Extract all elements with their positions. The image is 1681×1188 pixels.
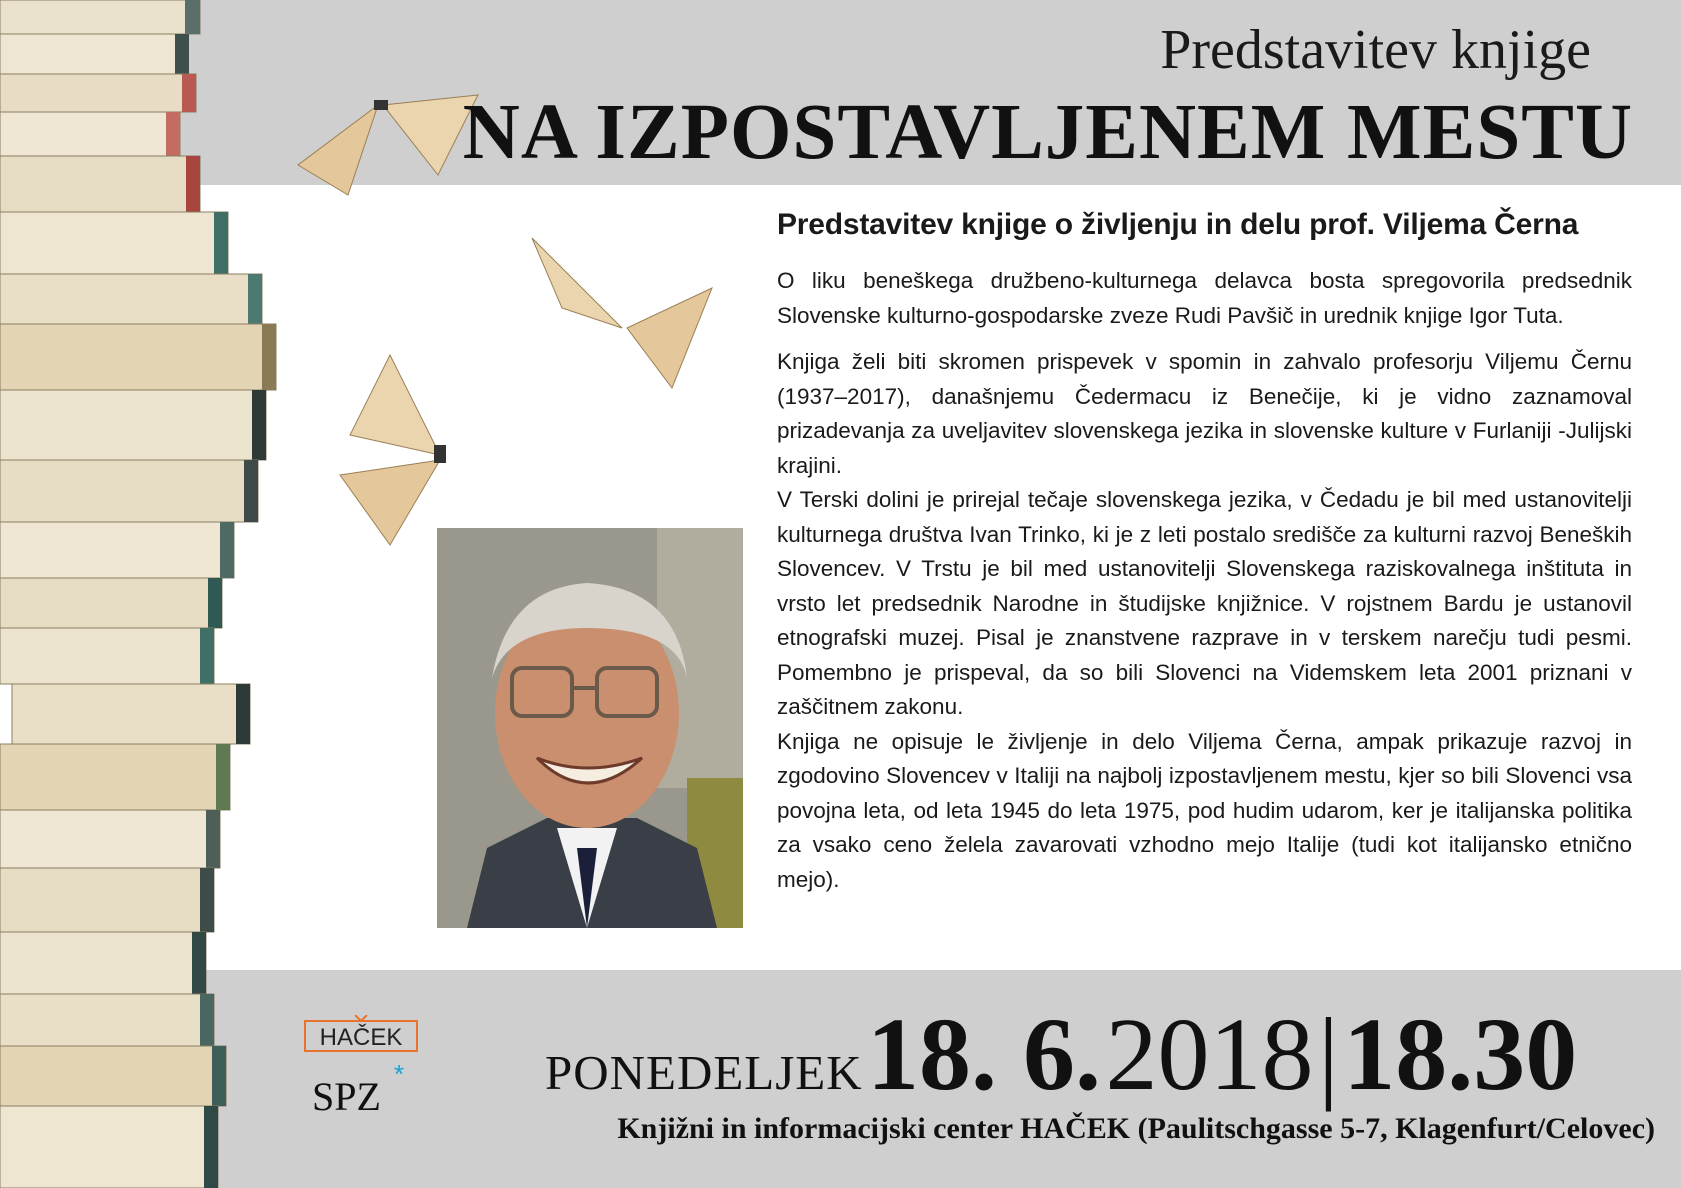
paragraph: Knjiga ne opisuje le življenje in delo Viljema Černa, ampak prikazuje razvoj in zgodovino Slovencev v Italiji na najbolj izpostavljenem mestu, kjer so bili Slovenci vsa povojna leta, od leta 1945 do leta 1975, pod hudim udarom, ker je italijanska politika za vsako ceno želela zavarovati vzhodno mejo Italije (tudi kot italijansko etnično mejo). bbox=[777, 728, 1632, 892]
book-stack-graphic bbox=[0, 0, 276, 1188]
event-date-line bbox=[545, 995, 1577, 1114]
event-venue: Knjižni in informacijski center HAČEK (Paulitschgasse 5-7, Klagenfurt/Celovec) bbox=[617, 1112, 1655, 1145]
spz-logo-text: SPZ bbox=[312, 1074, 381, 1119]
hacek-logo bbox=[303, 1015, 419, 1055]
flying-book-illustration bbox=[522, 218, 722, 398]
article-heading: Predstavitev knjige o življenju in delu prof. Viljema Černa bbox=[777, 208, 1579, 241]
page-title: NA IZPOSTAVLJENEM MESTU bbox=[462, 89, 1633, 176]
flying-book-illustration bbox=[288, 55, 488, 205]
paragraph: O liku beneškega družbeno-kulturnega delavca bosta spregovorila predsednik Slovenske kulturno-gospodarske zveze Rudi Pavšič in urednik knjige Igor Tuta. bbox=[777, 268, 1632, 328]
event-date: 18. 6. bbox=[867, 997, 1102, 1112]
event-day: PONEDELJEK bbox=[545, 1045, 863, 1100]
flying-book-illustration bbox=[330, 345, 510, 555]
hacek-logo-text: HAČEK bbox=[319, 1024, 403, 1051]
spz-logo bbox=[312, 1065, 412, 1125]
article-body bbox=[777, 208, 1632, 909]
paragraph: Knjiga želi biti skromen prispevek v spomin in zahvalo profesorju Viljemu Černu (1937–2017), današnjemu Čedermacu iz Benečije, ki je vidno zaznamoval prizadevanja za uveljavitev slovenskega jezika in slovenske kulture v Furlaniji -Julijski krajini. bbox=[777, 349, 1632, 478]
asterisk-icon: * bbox=[394, 1065, 405, 1089]
portrait-photo bbox=[437, 528, 743, 928]
event-time: 18.30 bbox=[1343, 997, 1578, 1112]
subtitle: Predstavitev knjige bbox=[1160, 19, 1591, 81]
paragraph: V Terski dolini je prirejal tečaje slovenskega jezika, v Čedadu je bil med ustanovitelji kulturnega društva Ivan Trinko, ki je z leti postalo središče za kulturni razvoj Beneških Slovencev. V Trstu je bil med ustanovitelji Slovenskega raziskovalnega inštituta in vrsto let predsednik Narodne in študijske knjižnice. V rojstnem Bardu je ustanovil etnografski muzej. Pisal je znanstvene razprave in v terskem narečju tudi pesmi. Pomembno je prispeval, da so bili Slovenci na Videmskem leta 2001 priznani v zaščitnem zakonu. bbox=[777, 487, 1632, 719]
date-separator: | bbox=[1317, 997, 1339, 1112]
book-stack-illustration bbox=[0, 0, 300, 1188]
event-year: 2018 bbox=[1105, 997, 1314, 1112]
